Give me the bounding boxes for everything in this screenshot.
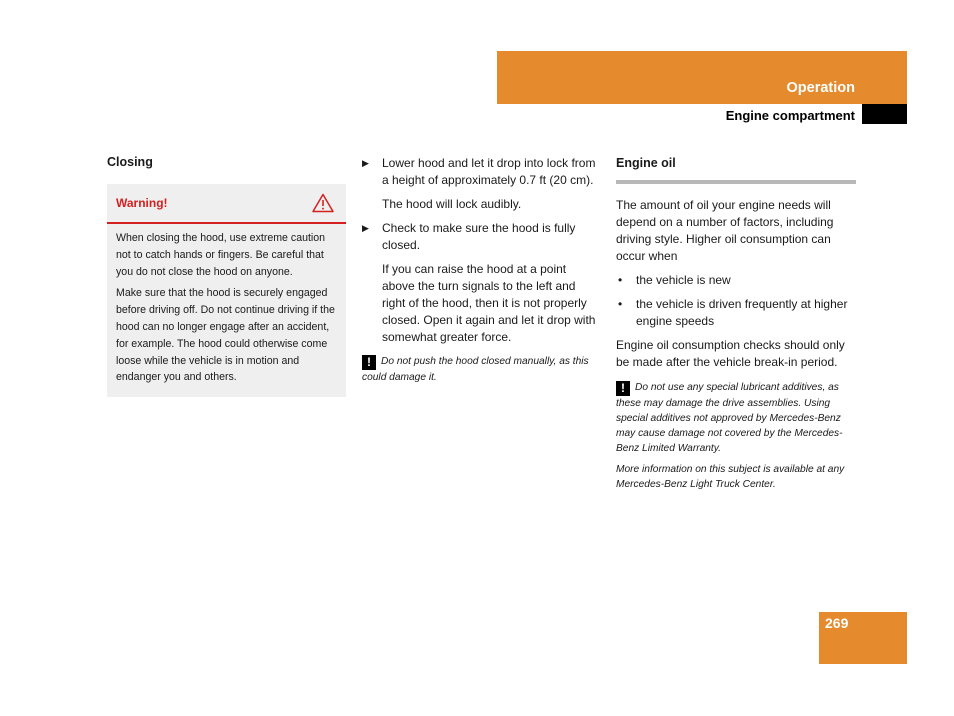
caution-note-text: Do not push the hood closed manually, as this could damage it.	[362, 356, 589, 383]
caution-note	[616, 380, 856, 456]
warning-header	[107, 184, 346, 224]
step-text: Check to make sure the hood is fully closed.	[382, 221, 576, 252]
step-followup: The hood will lock audibly.	[382, 197, 522, 211]
exclamation-icon: !	[616, 381, 630, 396]
arrow-bullet-icon: ▶	[362, 158, 369, 168]
list-item-text: the vehicle is new	[636, 273, 731, 287]
step-followup: If you can raise the hood at a point above the turn signals to the left and right of the hood, then it is not properly closed. Open it again and let it drop with somewhat greater force.	[382, 262, 596, 344]
bullet-icon: •	[618, 297, 623, 311]
step-item	[362, 220, 602, 254]
header-band	[497, 51, 907, 104]
engine-oil-column	[616, 155, 856, 492]
closing-heading: Closing	[107, 155, 153, 169]
section-title: Operation	[786, 80, 855, 96]
subsection-title: Engine compartment	[725, 108, 855, 123]
engine-oil-heading: Engine oil	[616, 156, 676, 170]
list-item	[616, 272, 856, 289]
engine-oil-intro: The amount of oil your engine needs will depend on a number of factors, including driving style. Higher oil consumption can occur when	[616, 198, 834, 263]
warning-box	[107, 184, 346, 397]
warning-paragraph: Make sure that the hood is securely engaged before driving off. Do not continue driving if the hood can no longer engage after an accident, for example. The hood could otherwise come loose while the vehicle is in motion and endanger you and others.	[116, 287, 335, 384]
page-number: 269	[825, 615, 849, 631]
step-text: Lower hood and let it drop into lock from a height of approximately 0.7 ft (20 cm).	[382, 156, 596, 187]
list-item	[616, 296, 856, 330]
warning-triangle-icon	[312, 193, 334, 213]
warning-body	[107, 224, 346, 386]
step-item	[362, 155, 602, 189]
info-note: More information on this subject is available at any Mercedes-Benz Light Truck Center.	[616, 464, 845, 490]
steps-column	[362, 155, 602, 385]
caution-note	[362, 354, 602, 385]
arrow-bullet-icon: ▶	[362, 223, 369, 233]
caution-note-text: Do not use any special lubricant additives, as these may damage the drive assemblies. Using special additives not approved by Mercedes-Benz may cause damage not covered by the Mercedes-Benz Limited Warranty.	[616, 382, 843, 454]
warning-label: Warning!	[116, 196, 168, 210]
exclamation-icon: !	[362, 355, 376, 370]
list-item-text: the vehicle is driven frequently at higher engine speeds	[636, 297, 848, 328]
closing-column	[107, 155, 346, 397]
bullet-icon: •	[618, 273, 623, 287]
thumb-tab-marker	[862, 104, 907, 124]
engine-oil-heading-rule	[616, 155, 856, 184]
engine-oil-checks: Engine oil consumption checks should only be made after the vehicle break-in period.	[616, 338, 845, 369]
warning-paragraph: When closing the hood, use extreme caution not to catch hands or fingers. Be careful that you do not close the hood on anyone.	[116, 232, 326, 278]
